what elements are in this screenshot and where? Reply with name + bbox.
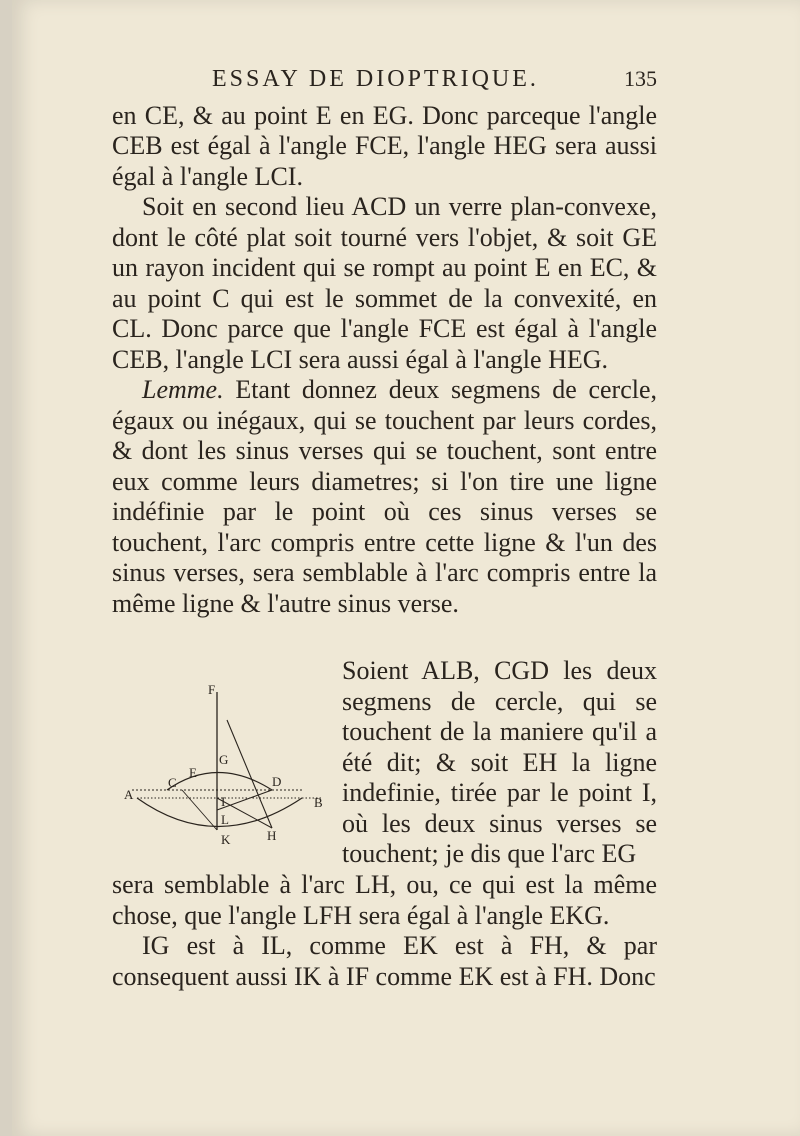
label-I: I: [221, 794, 226, 809]
label-A: A: [124, 787, 134, 802]
paragraph-4-continued: sera semblable à l'arc LH, ou, ce qui est la même chose, que l'angle LFH sera égal à l'angle EKG.: [112, 870, 657, 930]
label-H: H: [267, 828, 277, 843]
running-title: ESSAY DE DIOPTRIQUE.: [212, 66, 539, 92]
paragraph-1: en CE, & au point E en EG. Donc parceque l'angle CEB est égal à l'angle FCE, l'angle HEG sera aussi égal à l'angle LCI.: [112, 100, 657, 191]
label-B: B: [314, 795, 323, 810]
label-G: G: [219, 752, 229, 767]
book-page: [12, 0, 800, 1136]
text-after-figure: [112, 870, 657, 992]
label-E: E: [189, 765, 197, 780]
paragraph-2: Soit en second lieu ACD un verre plan-convexe, dont le côté plat soit tourné vers l'objet, & soit GE un rayon incident qui se rompt au point E en EC, & au point C qui est le sommet de la convexité, en CL. Donc parce que l'angle FCE est égal à l'angle CEB, l'angle LCI sera aussi égal à l'angle HEG.: [112, 192, 657, 374]
text-block: [112, 64, 657, 619]
geometry-figure: [122, 680, 337, 850]
paragraph-lemma: [112, 375, 657, 619]
label-F: F: [208, 682, 216, 697]
label-K: K: [221, 832, 231, 847]
label-D: D: [272, 774, 282, 789]
paragraph-4-beside-figure: Soient ALB, CGD les deux segmens de cercle, qui se touchent de la maniere qu'il a été dit; & soit EH la ligne indefinie, tirée par le point I, où les deux sinus verses se touchent; je dis que l'arc EG: [342, 656, 657, 868]
page-number: 135: [624, 66, 657, 91]
paragraph-5: IG est à IL, comme EK est à FH, & par consequent aussi IK à IF comme EK est à FH. Donc: [112, 931, 657, 991]
lemma-label: Lemme.: [142, 375, 224, 404]
label-L: L: [221, 812, 229, 827]
lemma-text: Etant donnez deux segmens de cercle, égaux ou inégaux, qui se touchent par leurs cordes, & dont les sinus verses qui se touchent, sont entre eux comme leurs diametres; si l'on tire une ligne indéfinie par le point où ces sinus verses se touchent, l'arc compris entre cette ligne & l'un des sinus verses, sera semblable à l'arc compris entre la même ligne & l'autre sinus verse.: [112, 375, 657, 618]
label-C: C: [168, 775, 177, 790]
page-header: [112, 64, 657, 95]
